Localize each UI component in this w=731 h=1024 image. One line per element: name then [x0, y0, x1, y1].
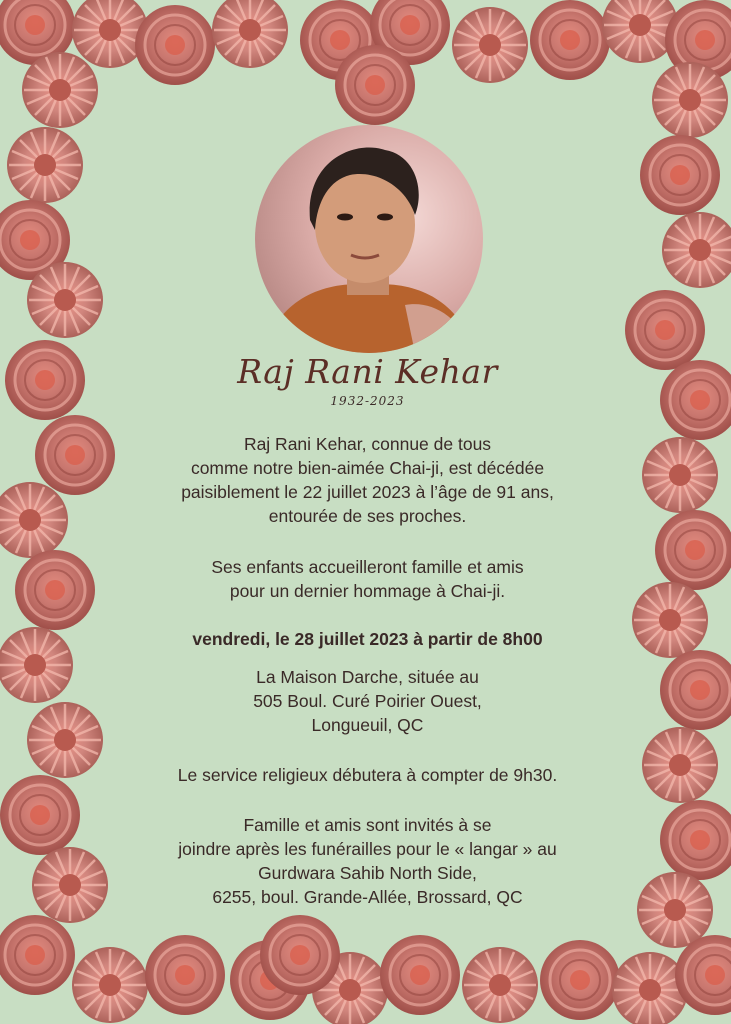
announcement-line: comme notre bien-aimée Chai-ji, est décédée [190, 458, 545, 478]
announcement-line: Raj Rani Kehar, connue de tous [243, 434, 492, 454]
venue-line: La Maison Darche, située au [256, 667, 479, 687]
venue-line: Longueuil, QC [311, 715, 424, 735]
service-time: Le service religieux débutera à compter de 9h30. [177, 765, 558, 785]
langar-line: joindre après les funérailles pour le « langar » au [178, 839, 557, 859]
gathering-line: pour un dernier hommage à Chai-ji. [229, 581, 506, 601]
gathering-paragraph [120, 555, 615, 603]
venue-line: 505 Boul. Curé Poirier Ouest, [253, 691, 482, 711]
announcement-line: entourée de ses proches. [268, 506, 467, 526]
life-years: 1932-2023 [330, 394, 405, 408]
gathering-date: vendredi, le 28 juillet 2023 à partir de 8h00 [192, 629, 543, 649]
langar-line: Gurdwara Sahib North Side, [258, 863, 477, 883]
venue-address [120, 665, 615, 737]
langar-line: Famille et amis sont invités à se [243, 815, 492, 835]
announcement-line: paisiblement le 22 juillet 2023 à l’âge de 91 ans, [181, 482, 554, 502]
announcement-paragraph [120, 432, 615, 528]
langar-line: 6255, boul. Grande-Allée, Brossard, QC [212, 887, 523, 907]
gathering-line: Ses enfants accueilleront famille et amis [211, 557, 524, 577]
portrait-photo [255, 125, 483, 353]
card-content [120, 0, 615, 1024]
langar-paragraph [120, 813, 615, 909]
deceased-name: Raj Rani Kehar [237, 352, 498, 391]
